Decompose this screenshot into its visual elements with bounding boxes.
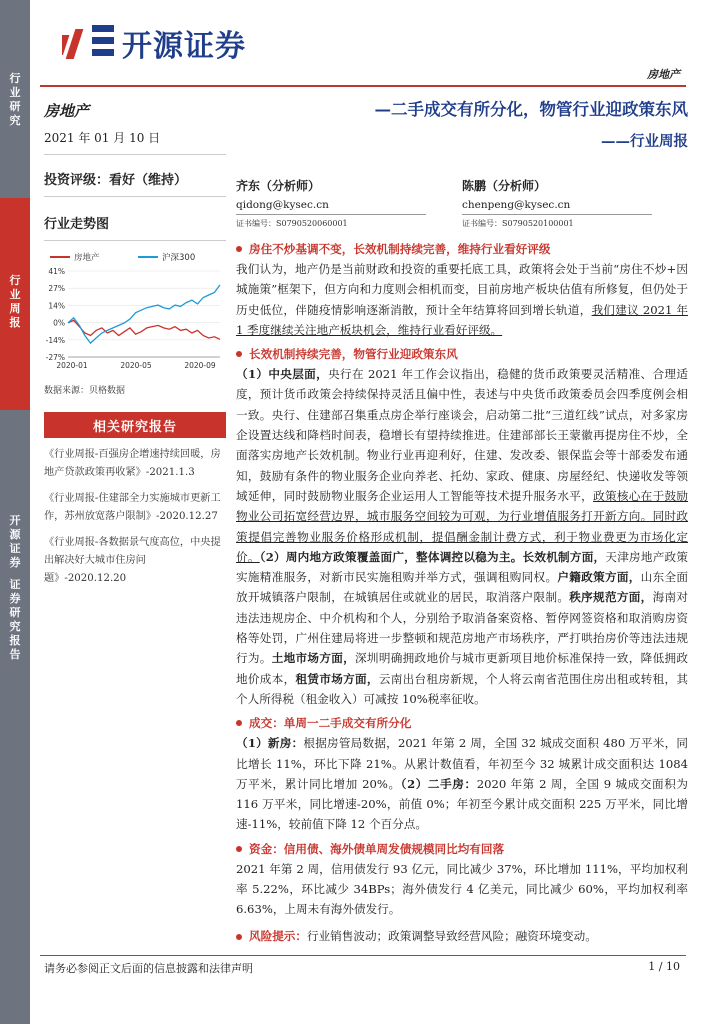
paragraph-text: 海南对违法违规房企、中介机构和个人，分别给予取消备案资格、暂停网签资格和取消购房资格等处罚，广州住建局将进一步整顿和规范房地产市场秩序，严打哄抬房价等违法违规行为。 — [236, 590, 688, 666]
analyst-card — [462, 177, 688, 229]
bullet-icon — [236, 720, 242, 726]
paragraph-underlined: 我们建议 2021 年 1 季度继续关注地产板块机会，维持行业看好评级。 — [236, 302, 688, 337]
y-tick-label: -27% — [45, 353, 65, 362]
analyst-name: 齐东（分析师） — [236, 179, 321, 193]
x-tick-label: 2020-05 — [120, 361, 152, 370]
risk-title: 风险提示： — [249, 928, 307, 943]
section-heading — [236, 346, 688, 362]
paragraph-bold: 户籍政策方面， — [557, 570, 641, 585]
divider — [44, 240, 226, 241]
paragraph-text: 根据房管局数据，2021 年第 2 周，全国 32 城成交面积 480 万平米，同比增长 11%，环比下降 21%。从累计数值看，年初至今 32 城累计成交面积达 1084 万平米，累计同比增加 20%。 — [236, 736, 689, 791]
related-reports-header — [44, 412, 226, 438]
bullet-icon — [236, 934, 242, 940]
side-tab-industry-research — [0, 0, 30, 198]
bullet-icon — [236, 246, 242, 252]
paragraph-text: 2021 年第 2 周，信用债发行 93 亿元，同比减少 37%，环比增加 111%，平均加权利率 5.22%，环比减少 34BPs；海外债发行 4 亿美元，同比减少 60%，平均加权利率 6.63%，上周未有海外债发行。 — [236, 861, 688, 917]
section-paragraph — [236, 733, 688, 834]
report-sub-title: ——行业周报 — [601, 133, 688, 150]
paragraph-bold: 租赁市场方面， — [295, 671, 379, 686]
section-paragraph — [236, 259, 688, 340]
risk-paragraph — [236, 926, 688, 946]
report-main-title: —二手成交有所分化，物管行业迎政策东风 — [374, 100, 688, 119]
paragraph-bold: 土地市场方面， — [271, 651, 356, 666]
y-tick-label: -14% — [45, 335, 65, 345]
section-heading — [236, 241, 688, 257]
section-heading — [236, 841, 688, 857]
analyst-name: 陈鹏（分析师） — [462, 179, 547, 193]
main-content — [236, 96, 688, 946]
section-title: 成交：单周一二手成交有所分化 — [249, 716, 412, 731]
paragraph-bold: （1）中央层面， — [236, 367, 329, 382]
bullet-icon — [236, 846, 242, 852]
analyst-cert: 证书编号：S0790520060001 — [236, 219, 348, 228]
paragraph-text: 深圳明确拥政地价与城市更新项目地价标准保持一致，降低拥政地价成本， — [236, 651, 688, 686]
kaiyuan-logo-icon — [62, 21, 116, 65]
x-tick-label: 2020-09 — [184, 361, 216, 370]
paragraph-underlined: 政策核心在于鼓励物业公司拓宽经营边界，城市服务空间较为可观，为行业增值服务打开新方向。同时政策提倡完善物业服务价格形成机制，提倡酬金制计费方式，利于物业费更为市场化定价。 — [236, 488, 688, 564]
left-info-column — [44, 100, 226, 588]
section-title: 房住不炒基调不变，长效机制持续完善，维持行业看好评级 — [249, 242, 551, 256]
y-tick-label: 14% — [48, 301, 65, 311]
page-number: 1 / 10 — [648, 960, 680, 973]
side-tab-label: 开源证券 — [9, 514, 21, 569]
divider — [462, 214, 652, 215]
paragraph-bold: 秩序规范方面， — [569, 590, 653, 605]
header-sector: 房地产 — [647, 68, 680, 81]
analyst-card — [236, 177, 462, 229]
analyst-block — [236, 177, 688, 229]
paragraph-text: 2020 年第 2 周，全国 9 城成交面积为 116 万平米，同比增速-20%，前值 0%；年初至今累计成交面积 225 万平米，同比增速-11%，较前值下降 12 个百分点。 — [236, 776, 688, 832]
side-tab-label: 行业周报 — [9, 274, 21, 329]
footer-divider — [40, 955, 686, 956]
divider — [44, 154, 226, 155]
divider — [44, 196, 226, 197]
side-tab-label: 行业研究 — [9, 72, 21, 127]
investment-rating: 投资评级：看好（维持） — [44, 173, 188, 188]
paragraph-bold: （2）周内地方政策覆盖面广，整体调控以稳为主。长效机制方面， — [259, 549, 606, 564]
paragraph-bold: （1）新房： — [236, 736, 304, 751]
y-tick-label: 0% — [53, 318, 65, 328]
divider — [236, 214, 426, 215]
trend-chart-title: 行业走势图 — [44, 217, 110, 232]
analyst-email[interactable]: qidong@kysec.cn — [236, 199, 329, 211]
x-tick-label: 2020-01 — [56, 361, 88, 370]
report-date: 2021 年 01 月 10 日 — [44, 131, 161, 145]
related-report-link[interactable]: 《行业周报-各数据景气度高位，中央提出解决好大城市住房问题》-2020.12.20 — [44, 537, 221, 584]
side-tab-label: 证券研究报告 — [9, 578, 21, 661]
paragraph-bold: （2）二手房： — [400, 776, 477, 791]
section-paragraph — [236, 364, 688, 709]
side-tab-kaiyuan — [0, 410, 30, 1024]
related-report-link[interactable]: 《行业周报-住建部全力实施城市更新工作，苏州放宽落户限制》-2020.12.27 — [44, 493, 221, 522]
section-title: 资金：信用债、海外债单周发债规模同比均有回落 — [249, 841, 505, 856]
section-heading — [236, 715, 688, 731]
y-tick-label: 41% — [48, 267, 65, 276]
analyst-email[interactable]: chenpeng@kysec.cn — [462, 199, 571, 211]
related-reports-title: 相关研究报告 — [92, 419, 177, 435]
logo-text: 开源证券 — [122, 29, 246, 64]
legend-label: 沪深300 — [162, 253, 196, 263]
series-line — [68, 320, 220, 339]
trend-chart-svg — [44, 249, 226, 379]
data-source: 数据来源：贝格数据 — [44, 386, 126, 396]
paragraph-text: 云南出台租房新规，个人将云南省范围住房出租或转租，其个人所得税（租金收入）可减按 10%税率征收。 — [236, 671, 688, 706]
trend-chart — [44, 249, 226, 379]
paragraph-text: 天津房地产政策实施精准服务，对新市民实施租购并举方式，强调租购同权。 — [236, 549, 688, 585]
legend-label: 房地产 — [74, 253, 100, 263]
y-tick-label: 27% — [48, 284, 65, 294]
header-divider — [40, 85, 686, 87]
bullet-icon — [236, 351, 242, 357]
footer-disclaimer: 请务必参阅正文后面的信息披露和法律声明 — [44, 962, 253, 975]
paragraph-text: 央行在 2021 年工作会议指出，稳健的货币政策要灵活精准、合理适度，预计货币政策会持续保持灵活且偏中性，表述与中央货币政策委员会四季度例会相一致。央行、住建部召集重点房企举行座谈会，启动第二批“三道红线”试点，对多家房企设置达线和降档时间表，稳增长有望持续推进。住建部部长王蒙徽再提房住不炒，全面落实房地产长效机制。物业行业再迎利好，住建、发改委、银保监会等十部委发布通知，鼓励有条件的物业服务企业向养老、托幼、家政、健康、房屋经纪、快递收发等领域延伸，同时鼓励物业服务企业运用人工智能等技术提升服务水平， — [236, 367, 688, 503]
section-title: 长效机制持续完善，物管行业迎政策东风 — [249, 347, 458, 362]
section-paragraph — [236, 859, 688, 920]
related-report-link[interactable]: 《行业周报-百强房企增速持续回暖，房地产贷款政策再收紧》-2021.1.3 — [44, 449, 221, 478]
analyst-cert: 证书编号：S0790520100001 — [462, 219, 574, 228]
company-logo — [62, 20, 246, 66]
paragraph-text: 山东全面放开城镇落户限制，在城镇居住或就业的居民，取消落户限制。 — [236, 570, 688, 605]
side-tab-weekly-report — [0, 198, 30, 410]
sector-title: 房地产 — [44, 102, 90, 120]
paragraph-text: 我们认为，地产仍是当前财政和投资的重要托底工具，政策将会处于当前“房住不炒+因城施策”框架下，但方向和力度则会相机而变，目前房地产板块估值有所修复，但仍处于历史低位，伴随疫情影响逐渐消散，预计全年结算将回到增长轨道， — [236, 262, 688, 317]
paragraph-text: 行业销售波动；政策调整导致经营风险；融资环境变动。 — [306, 928, 597, 943]
